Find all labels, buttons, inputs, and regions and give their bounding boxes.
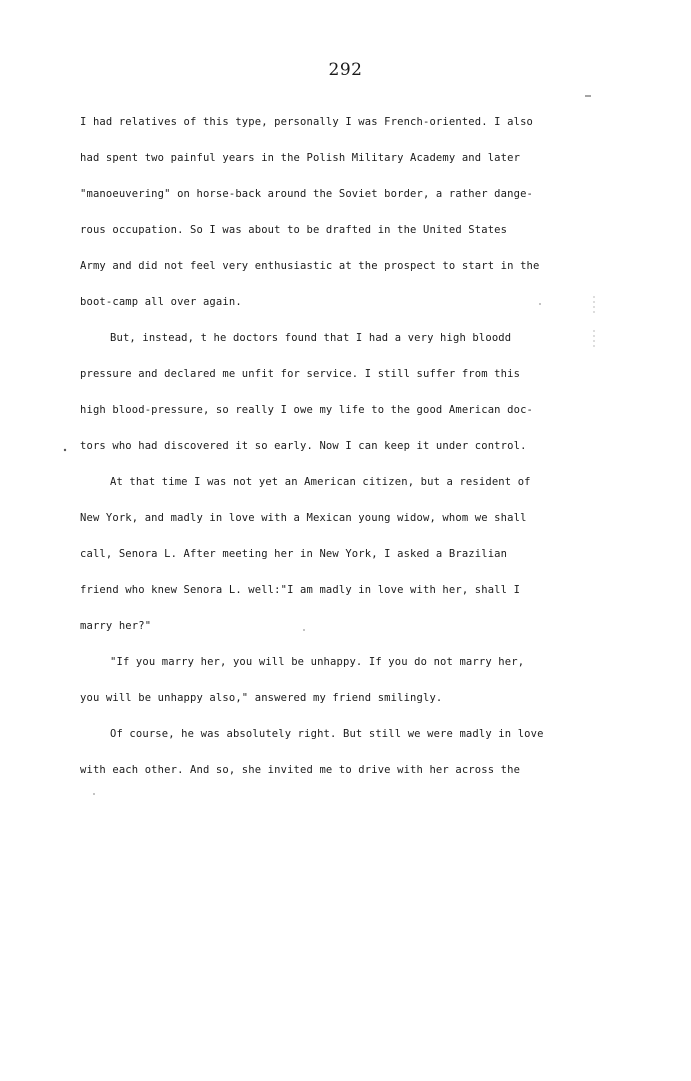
text-line: "manoeuvering" on horse-back around the Soviet border, a rather dange- — [80, 188, 534, 200]
text-line: friend who knew Senora L. well:"I am madly in love with her, shall I — [80, 584, 521, 596]
text-line: Of course, he was absolutely right. But still we were madly in love — [110, 728, 544, 740]
text-line: But, instead, t he doctors found that I had a very high bloodd — [110, 332, 512, 344]
text-line: New York, and madly in love with a Mexican young widow, whom we shall — [80, 512, 527, 524]
text-line: had spent two painful years in the Polish Military Academy and later — [80, 152, 521, 164]
scan-dot — [64, 449, 66, 451]
text-line: rous occupation. So I was about to be drafted in the United States — [80, 224, 508, 236]
text-line: marry her?" — [80, 620, 152, 632]
text-line: Army and did not feel very enthusiastic at the prospect to start in the — [80, 260, 540, 272]
text-line: call, Senora L. After meeting her in New York, I asked a Brazilian — [80, 548, 508, 560]
body-text — [80, 112, 600, 796]
text-line: At that time I was not yet an American citizen, but a resident of — [110, 476, 531, 488]
text-line: you will be unhappy also," answered my friend smilingly. — [80, 692, 443, 704]
text-line: I had relatives of this type, personally I was French-oriented. I also — [80, 116, 534, 128]
text-line: tors who had discovered it so early. Now I can keep it under control. — [80, 440, 527, 452]
text-line: boot-camp all over again. — [80, 296, 242, 308]
text-line: with each other. And so, she invited me to drive with her across the — [80, 764, 521, 776]
text-line: pressure and declared me unfit for service. I still suffer from this — [80, 368, 521, 380]
page-number: 292 — [328, 60, 363, 80]
text-line: "If you marry her, you will be unhappy. If you do not marry her, — [110, 656, 525, 668]
text-line: high blood-pressure, so really I owe my life to the good American doc- — [80, 404, 534, 416]
